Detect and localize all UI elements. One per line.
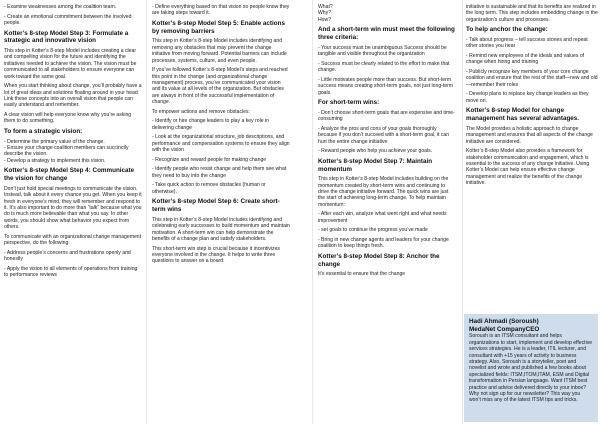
paragraph: To communicate with an organizational change management perspective, do the following: bbox=[4, 233, 142, 247]
paragraph: - Your success must be unambiguous Success should be tangible and visible throughout the organization bbox=[318, 44, 447, 58]
paragraph: - Apply the vision to all elements of operations from training to performance reviews bbox=[4, 265, 138, 279]
section-heading: Kotter’s 8-step Model Step 5: Enable actions by removing barriers bbox=[152, 20, 285, 35]
paragraph: This step in Kotter’s 8-step Model includes identifying and removing any obstacles that may prevent the change initiative from moving forward. Potential barriers can include processes, systems, culture, and even people. bbox=[152, 38, 287, 64]
column-divider bbox=[312, 0, 313, 424]
paragraph: - Reward people who help you achieve your goals. bbox=[318, 148, 433, 155]
paragraph: - Look at the organizational structure, job descriptions, and performance and compensation systems to ensure they align with the vision bbox=[152, 134, 290, 154]
paragraph: Don’t just hold special meetings to communicate the vision. Instead, talk about it every chance you get. When you keep it fresh in everyone’s mind, they will remember and respond to it. It’s also important to do more than “talk” because what you do is much more believable than what you say. In other words, you should show what behavior you expect from others. bbox=[4, 185, 142, 231]
paragraph: If you’ve followed Kotter’s 8-step Model’s steps and reached this point in the change (and organizational change management) process, you’ve communicated your vision and its value at all levels of the organization. But obstacles are always in front of the successful implementation of change. bbox=[152, 67, 288, 106]
paragraph: - set goals to continue the progress you’ve made bbox=[318, 227, 428, 234]
paragraph: When you start thinking about change, you’ll probably have a lot of great ideas and solutions floating around in your head. Link these concepts into an overall vision that people can easily understand and remember. bbox=[4, 83, 142, 109]
author-name: Hadi Ahmadi (Soroush) bbox=[469, 318, 539, 325]
column-2 bbox=[152, 0, 290, 424]
paragraph: - Develop plans to replace key change leaders as they move on. bbox=[466, 91, 589, 104]
paragraph: - After each win, analyze what went right and what needs improvement bbox=[318, 211, 447, 224]
paragraph: - Create an emotional commitment between the involved people. bbox=[4, 13, 132, 26]
paragraph: - Remind new employees of the ideals and values of change when hiring and training bbox=[466, 53, 585, 66]
paragraph: This short-term win step is crucial because it incentivizes everyone involved in the change. It helps to write three questions to answer on a board: bbox=[152, 245, 280, 265]
paragraph: - Analyze the pros and cons of your goals thoroughly because if you don’t succeed with a short-term goal, it can hurt the entire change initiative bbox=[318, 125, 450, 145]
section-heading: And a short-term win must meet the following three criteria: bbox=[318, 26, 455, 42]
section-heading: Kotter’s 8-step Model Step 8: Anchor the change bbox=[318, 252, 440, 268]
paragraph: What? Why? How? bbox=[318, 4, 333, 23]
section-heading: Kotter’s 8-step Model Step 4: Communicate the vision for change bbox=[4, 167, 135, 183]
paragraph: - Define everything based on that vision so people know they are taking steps toward it. bbox=[152, 4, 290, 17]
paragraph: - Bring in new change agents and leaders for your change coalition to keep things fresh. bbox=[318, 236, 449, 250]
paragraph: This step in Kotter’s 8-step Model includes building on the momentum created by short-term wins and continuing to drive the change initiative forward. The quick wins are just the start of achieving long-term change. To help maintain momentum: bbox=[318, 176, 449, 208]
author-bio-box bbox=[464, 314, 598, 422]
author-bio-text: Soroush is an ITSM consultant and helps organizations to start, implement and develop effective services strategies. He is a leader, ITIL lecturer, and consultant with +15 years of activity to business strategy. Also, Soroush is a storyteller, poet and novelist and wrote and published a few books about specialized fields: ITSM,ITOM,ITAM, ESM and Digital transformation in Persian language. Want ITSM best practice and advice delivered directly to your inbox? Why not sign up for our newsletter? This way you won’t miss any of the latest ITSM tips and tricks. bbox=[469, 333, 593, 404]
paragraph: - Little motivates people more than success. But short-term success means creating short-term goals, not just long-term goals. bbox=[318, 76, 454, 96]
section-heading: Kotter’s 8-step Model Step 3: Formulate a strategic and innovative vision bbox=[4, 29, 129, 45]
paragraph: The Model provides a holistic approach to change management and ensures that all aspects of the change initiative are considered. bbox=[466, 125, 593, 145]
paragraph: - Identify people who resist change and help them see what they need to buy into the change bbox=[152, 166, 287, 179]
paragraph: - Address people’s concerns and frustrations openly and honestly bbox=[4, 249, 131, 263]
paragraph: - Determine the primary value of the change. - Ensure your change coalition members can succinctly describe the vision. - Develop a strategy to implement this vision. bbox=[4, 138, 129, 164]
paragraph: - Talk about progress – tell success stories and repeat other stories you hear bbox=[466, 37, 588, 50]
paragraph: A clear vision will help everyone know why you’re asking them to do something. bbox=[4, 111, 132, 125]
section-heading: To form a strategic vision: bbox=[4, 127, 83, 135]
column-divider bbox=[146, 0, 147, 424]
paragraph: - Examine weaknesses among the coalition team. bbox=[4, 4, 117, 10]
section-heading: Kotter’s 8-step Model Step 6: Create short-term wins bbox=[152, 198, 280, 214]
column-3 bbox=[318, 0, 456, 424]
paragraph: To empower actions and remove obstacles: bbox=[152, 108, 250, 115]
paragraph: initiative is sustainable and that its benefits are realized in the long term. This step includes embedding change in the organization’s culture and processes. bbox=[466, 4, 598, 23]
column-4 bbox=[466, 0, 598, 312]
paragraph: It’s essential to ensure that the change bbox=[318, 271, 406, 278]
section-heading: For short-term wins: bbox=[318, 99, 380, 107]
paragraph: This step in Kotter’s 8-step Model includes identifying and celebrating early successes to build momentum and maintain motivation. A short-term win can help demonstrate the benefits of a change plan and satisfy stakeholders. bbox=[152, 216, 290, 242]
author-company: MedaNet CompanyCEO bbox=[469, 325, 540, 333]
paragraph: - Don’t choose short-term goals that are expensive and time-consuming bbox=[318, 109, 455, 123]
paragraph: Kotter’s 8-step Model also provides a framework for stakeholder communication and engagement, which is essential to the success of any change initiative. Using Kotter’s Model can help ensure effective change management and realize the benefits of the change initiative. bbox=[466, 148, 590, 187]
paragraph: - Publicly recognize key members of your core change coalition and ensure that the rest of the staff—new and old—remember their roles bbox=[466, 69, 598, 88]
paragraph: - Recognize and reward people for making change bbox=[152, 156, 267, 163]
section-heading: Kotter’s 8-step Model Step 7: Maintain momentum bbox=[318, 157, 433, 173]
column-1 bbox=[4, 0, 142, 424]
paragraph: - Take quick action to remove obstacles (human or otherwise). bbox=[152, 182, 266, 195]
section-heading: Kotter’s 8-step Model for change management has several advantages. bbox=[466, 107, 580, 123]
paragraph: - Identify or hire change leaders to play a key role in delivering change bbox=[152, 118, 269, 131]
paragraph: - Success must be clearly related to the effort to make that change. bbox=[318, 60, 450, 74]
column-divider bbox=[462, 0, 463, 424]
section-heading: To help anchor the change: bbox=[466, 26, 548, 34]
paragraph: This step in Kotter’s 8-step Model includes creating a clear and compelling vision for the future and identifying the initiatives needed to achieve the vision. The vision must be communicated to all stakeholders to ensure everyone can work toward the same goal. bbox=[4, 47, 137, 80]
